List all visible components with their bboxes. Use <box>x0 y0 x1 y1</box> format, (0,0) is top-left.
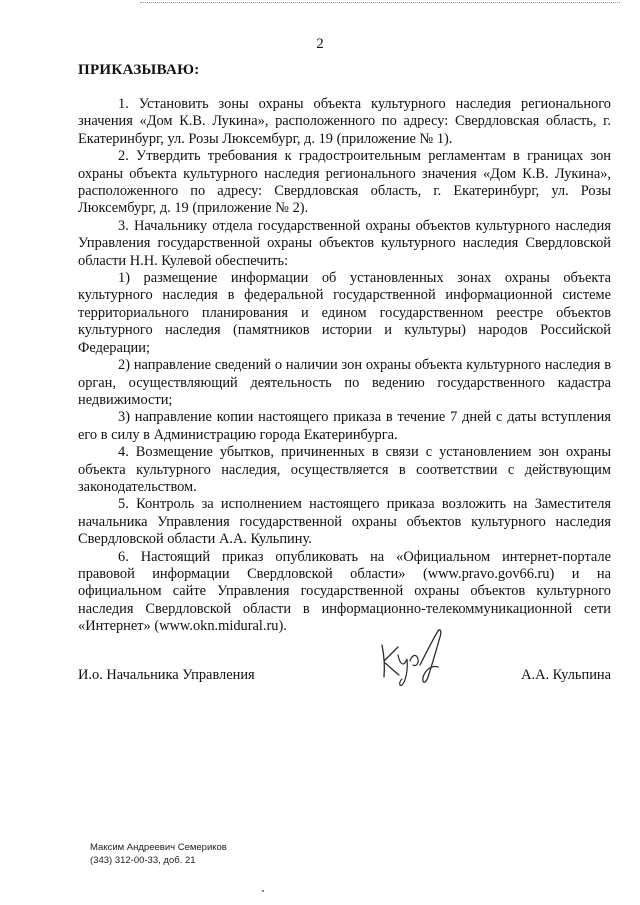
executor-info <box>90 842 227 867</box>
order-item-4: 4. Возмещение убытков, причиненных в связи с установлением зон охраны объекта культурного наследия, осуществляется в соответствии с действующим законодательством. <box>78 444 611 495</box>
top-border-line <box>140 2 620 3</box>
signatory-position: И.о. Начальника Управления <box>78 667 255 683</box>
signatory-name: А.А. Кульпина <box>521 667 611 683</box>
order-item-1: 1. Установить зоны охраны объекта культурного наследия регионального значения «Дом К.В. Лукина», расположенного по адресу: Свердловская область, г. Екатеринбург, ул. Розы Люксембург, д. 19 (приложение № 1). <box>78 96 611 147</box>
order-subitem-3: 3) направление копии настоящего приказа в течение 7 дней с даты вступления его в силу в Администрацию города Екатеринбурга. <box>78 409 611 443</box>
handwritten-signature <box>376 625 466 700</box>
page-number: 2 <box>316 36 324 52</box>
signature-block <box>78 663 611 693</box>
order-item-6: 6. Настоящий приказ опубликовать на «Официальном интернет-портале правовой информации Свердловской области» (www.pravo.gov66.ru) и на официальном сайте Управления государственной охраны объектов культурного наследия Свердловской области в информационно-телекоммуникационной сети «Интернет» (www.okn.midural.ru). <box>78 548 611 635</box>
order-subitem-1: 1) размещение информации об установленных зонах охраны объекта культурного наследия в федеральной государственной информационной системе территориального планирования и едином государственном реестре объектов культурного наследия (памятников истории и культуры) народов Российской Федерации; <box>78 270 611 356</box>
executor-phone: (343) 312-00-33, доб. 21 <box>90 854 196 866</box>
order-item-5: 5. Контроль за исполнением настоящего приказа возложить на Заместителя начальника Управления государственной охраны объектов культурного наследия Свердловской области А.А. Кульпину. <box>78 496 611 548</box>
order-item-3: 3. Начальнику отдела государственной охраны объектов культурного наследия Управления государственной охраны объектов культурного наследия Свердловской области Н.Н. Кулевой обеспечить: <box>78 217 611 269</box>
order-heading: ПРИКАЗЫВАЮ: <box>78 62 200 78</box>
order-body <box>78 96 611 636</box>
scan-dot <box>262 890 264 892</box>
order-subitem-2: 2) направление сведений о наличии зон охраны объекта культурного наследия в орган, осуществляющий деятельность по ведению государственного кадастра недвижимости; <box>78 357 611 408</box>
executor-name: Максим Андреевич Семериков <box>90 842 227 853</box>
order-item-2: 2. Утвердить требования к градостроительным регламентам в границах зон охраны объекта культурного наследия регионального значения «Дом К.В. Лукина», расположенного по адресу: Свердловская область, г. Екатеринбург, ул. Розы Люксембург, д. 19 (приложение № 2). <box>78 148 611 217</box>
